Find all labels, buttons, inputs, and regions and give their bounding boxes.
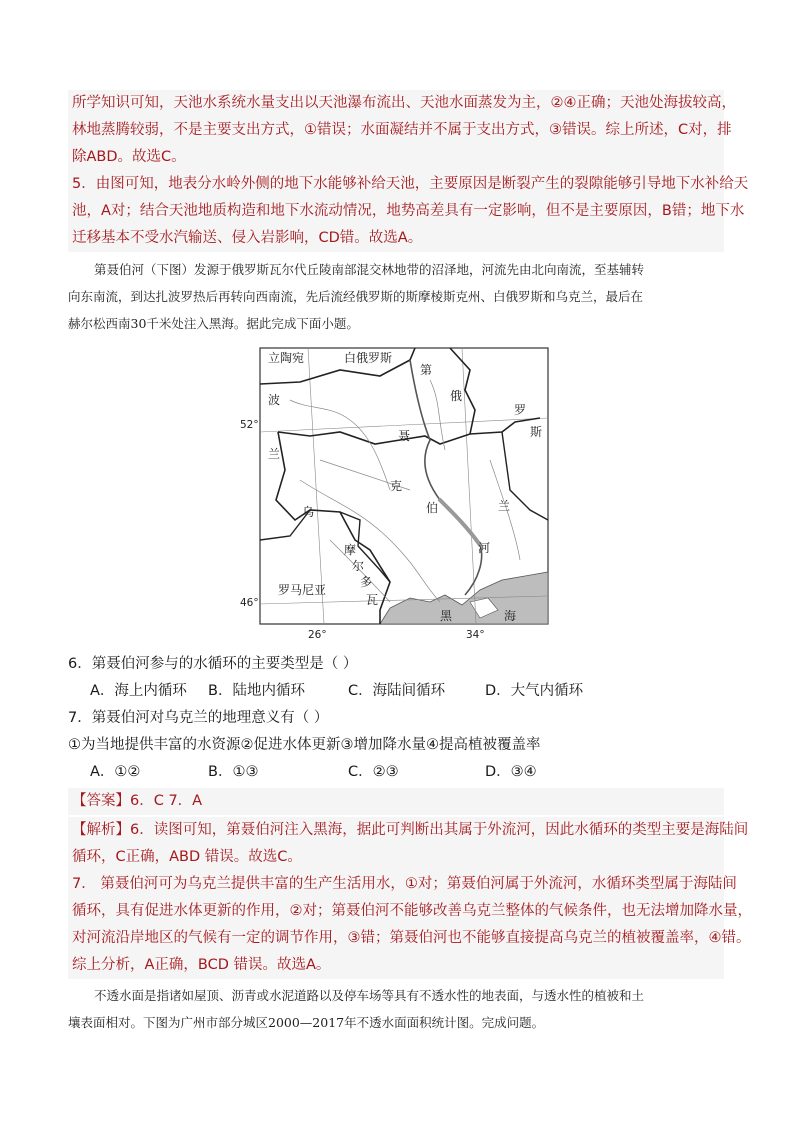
map-label-moldova: 多 (360, 575, 373, 589)
map-label-ukraine: 乌 (302, 505, 315, 519)
dnieper-river-map (240, 340, 560, 640)
map-label-di: 第 (420, 363, 433, 377)
map-label-moldova: 摩 (344, 543, 357, 557)
map-label-russia: 俄 (450, 389, 463, 403)
analysis-block (68, 817, 752, 979)
map-label-poland: 波 (268, 393, 281, 407)
q7-option-b: B．①③ (208, 764, 259, 780)
explanation-line: 林地蒸腾较弱，不是主要支出方式，①错误；水面凝结并不属于支出方式，③错误。综上所述，C对，排 (72, 122, 732, 138)
analysis-line: 综上分析，A正确，BCD 错误。故选A。 (72, 957, 331, 973)
explanation-line: 迁移基本不受水汽输送、侵入岩影响，CD错。故选A。 (72, 230, 423, 246)
question-6-stem: 6．第聂伯河参与的水循环的主要类型是（ ） (68, 656, 358, 672)
q7-option-c: C．②③ (348, 764, 399, 780)
explanation-line: 除ABD。故选C。 (72, 149, 186, 165)
dnieper-intro (68, 256, 724, 337)
lat-46: 46° (240, 597, 259, 609)
question-7-stem: 7．第聂伯河对乌克兰的地理意义有（ ） (68, 710, 329, 726)
map-label-moldova: 尔 (352, 559, 365, 573)
q7-option-d: D．③④ (485, 764, 537, 780)
map-label-bo: 伯 (426, 501, 439, 515)
lon-34: 34° (466, 629, 485, 640)
question-7-items: ①为当地提供丰富的水资源②促进水体更新③增加降水量④提高植被覆盖率 (68, 737, 541, 753)
intro-line: 向东南流，到达扎波罗热后再转向西南流，先后流经俄罗斯的斯摩棱斯克州、白俄罗斯和乌克兰，最后在 (68, 289, 644, 304)
map-label-poland: 兰 (268, 447, 281, 461)
impervious-surface-intro (68, 982, 724, 1036)
q6-option-a: A．海上内循环 (90, 683, 187, 699)
map-label-romania: 罗马尼亚 (278, 583, 327, 597)
lat-52: 52° (240, 419, 259, 431)
map-label-russia: 罗 (514, 403, 527, 417)
q7-option-a: A．①② (90, 764, 141, 780)
lon-26: 26° (308, 629, 327, 640)
map-label-russia: 斯 (530, 425, 543, 439)
explanation-line: 池，A对；结合天池地质构造和地下水流动情况，地势高差具有一定影响，但不是主要原因，B错；地下水 (72, 203, 745, 219)
top-explanation (68, 90, 749, 252)
map-label-ukraine: 兰 (498, 499, 511, 513)
q6-option-c: C．海陆间循环 (348, 683, 446, 699)
map-label-he: 河 (478, 541, 491, 555)
map-label-moldova: 瓦 (366, 593, 379, 607)
analysis-line: 7． 第聂伯河可为乌克兰提供丰富的生产生活用水，①对；第聂伯河属于外流河，水循环类型属于海陆间 (72, 876, 737, 892)
intro-line: 不透水面是指诸如屋顶、沥青或水泥道路以及停车场等具有不透水性的地表面，与透水性的植被和土 (94, 988, 645, 1003)
map-label-nie: 聂 (398, 429, 411, 443)
explanation-line: 所学知识可知，天池水系统水量支出以天池瀑布流出、天池水面蒸发为主，②④正确；天池处海拔较高， (72, 95, 736, 111)
map-label-black: 黑 (440, 609, 453, 623)
map-label-belarus: 白俄罗斯 (344, 351, 393, 365)
intro-line: 壤表面相对。下图为广州市部分城区2000—2017年不透水面面积统计图。完成问题。 (68, 1015, 545, 1030)
map-label-lithuania: 立陶宛 (268, 351, 305, 365)
q6-option-b: B．陆地内循环 (208, 683, 305, 699)
q6-option-d: D．大气内循环 (485, 683, 584, 699)
intro-line: 第聂伯河（下图）发源于俄罗斯瓦尔代丘陵南部混交林地带的沼泽地，河流先由北向南流，至基辅转 (94, 262, 645, 277)
map-label-sea: 海 (504, 609, 517, 623)
map-label-ukraine: 克 (390, 479, 403, 493)
analysis-line: 循环，具有促进水体更新的作用，②对；第聂伯河不能够改善乌克兰整体的气候条件，也无法增加降水量， (72, 903, 752, 919)
analysis-line: 【解析】6．读图可知，第聂伯河注入黑海，据此可判断出其属于外流河，因此水循环的类型主要是海陆间 (72, 822, 749, 838)
analysis-line: 对河流沿岸地区的气候有一定的调节作用，③错；第聂伯河也不能够直接提高乌克兰的植被覆盖率，④错。 (72, 930, 751, 946)
answer-line (68, 788, 724, 815)
analysis-line: 循环，C正确，ABD 错误。故选C。 (72, 849, 302, 865)
explanation-line: 5．由图可知，地表分水岭外侧的地下水能够补给天池，主要原因是断裂产生的裂隙能够引导地下水补给天 (72, 176, 749, 192)
answer-text: 【答案】6．C 7．A (72, 793, 203, 809)
intro-line: 赫尔松西南30千米处注入黑海。据此完成下面小题。 (68, 316, 359, 331)
